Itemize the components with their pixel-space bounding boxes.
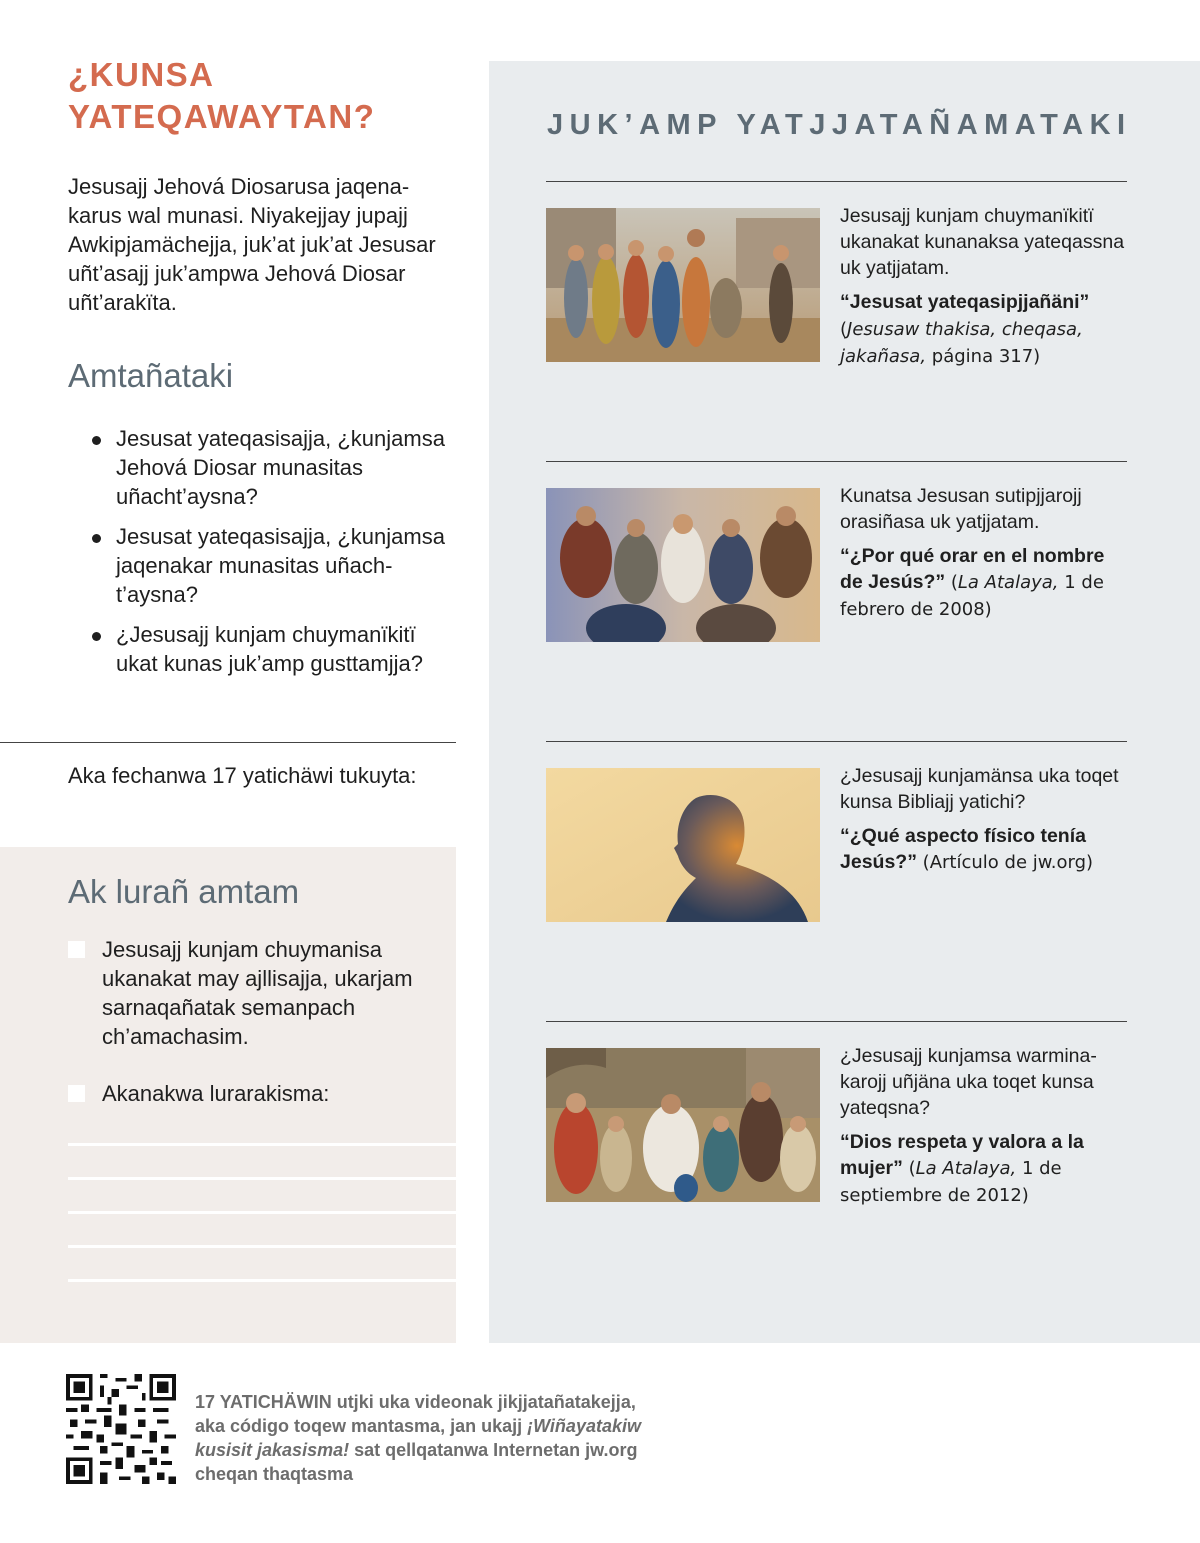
divider <box>0 742 456 743</box>
further-study-title: JUK’AMP YATJJATAÑAMATAKI <box>547 109 1132 141</box>
resource-image-jesus-women[interactable] <box>546 1048 820 1202</box>
summary-title: ¿KUNSA YATEQAWAYTAN? <box>68 56 376 135</box>
resource-image-jesus-disciples[interactable] <box>546 208 820 362</box>
goal-checkbox[interactable] <box>68 1085 85 1102</box>
resource-info <box>840 763 1130 876</box>
goal-checkbox[interactable] <box>68 941 85 958</box>
divider <box>546 181 1127 182</box>
goal-item: Akanakwa lurarakisma: <box>68 1079 428 1108</box>
further-study-panel <box>489 61 1200 1343</box>
resource-info <box>840 203 1130 370</box>
divider <box>546 1021 1127 1022</box>
bullet-icon <box>92 436 101 445</box>
footer-instructions: 17 YATICHÄWIN utjki uka videonak jikjjatañatakejja, aka código toqew mantasma, jan ukajj ¡Wiñayatakiw kusisit jakasisma! sat qellqatanwa Internetan jw.org cheqan thaqtasma <box>195 1392 641 1484</box>
resource-item[interactable] <box>546 741 1127 941</box>
divider <box>546 741 1127 742</box>
write-in-line[interactable] <box>68 1211 456 1214</box>
write-in-line[interactable] <box>68 1245 456 1248</box>
completion-date-label: Aka fechanwa 17 yatichäwi tukuyta: <box>68 763 417 788</box>
review-question-list <box>88 424 458 689</box>
resource-reference[interactable]: “Dios respeta y valora a la mujer” (La Atalaya, 1 de septiembre de 2012) <box>840 1131 1084 1206</box>
goal-item: Jesusajj kunjam chuymanisa ukanakat may ajllisajja, ukarjam sarnaqañatak semanpach ch’amachasim. <box>68 935 428 1051</box>
resource-item[interactable] <box>546 181 1127 381</box>
resource-item[interactable] <box>546 1021 1127 1221</box>
resource-reference[interactable]: “¿Qué aspecto físico tenía Jesús?” (Artículo de jw.org) <box>840 825 1094 873</box>
review-question: Jesusat yateqasisajja, ¿kunjamsa jaqenakar munasitas uñacht’aysna? <box>88 522 458 609</box>
write-in-line[interactable] <box>68 1177 456 1180</box>
bullet-icon <box>92 534 101 543</box>
bullet-icon <box>92 632 101 641</box>
review-question: ¿Jesusajj kunjam chuymanïkitï ukat kunas juk’amp gusttamjja? <box>88 620 458 678</box>
resource-info <box>840 483 1130 623</box>
resource-reference[interactable]: “Jesusat yateqasipjjañäni” (Jesusaw thakisa, cheqasa, jakañasa, página 317) <box>840 291 1090 367</box>
summary-text: Jesusajj Jehová Diosarusa jaqenakarus wal munasi. Niyakejjay jupajj Awkipjamächejja, juk’at juk’at Jesusar uñt’asajj juk’ampwa Jehová Diosar uñt’arakïta. <box>68 174 436 315</box>
review-question: Jesusat yateqasisajja, ¿kunjamsa Jehová Diosar munasitas uñacht’aysna? <box>88 424 458 511</box>
resource-item[interactable] <box>546 461 1127 661</box>
goal-box <box>0 847 456 1343</box>
divider <box>546 461 1127 462</box>
resource-description: Jesusajj kunjam chuymanïkitï ukanakat kunanaksa yateqassna uk yatjjatam. <box>840 205 1125 279</box>
resource-description: ¿Jesusajj kunjamsa warminakarojj uñjäna uka toqet kunsa yateqsna? <box>840 1045 1097 1119</box>
resource-description: Kunatsa Jesusan sutipjjarojj orasiñasa uk yatjjatam. <box>840 485 1082 533</box>
write-in-line[interactable] <box>68 1143 456 1146</box>
resource-image-jesus-silhouette[interactable] <box>546 768 820 922</box>
resource-info <box>840 1043 1130 1209</box>
resource-description: ¿Jesusajj kunjamänsa uka toqet kunsa Bibliajj yatichi? <box>840 765 1119 813</box>
write-in-line[interactable] <box>68 1279 456 1282</box>
qr-code-icon[interactable] <box>66 1374 176 1484</box>
resource-reference[interactable]: “¿Por qué orar en el nombre de Jesús?” (La Atalaya, 1 de febrero de 2008) <box>840 545 1105 620</box>
resource-image-jesus-teaching[interactable] <box>546 488 820 642</box>
goal-title: Ak lurañ amtam <box>68 873 300 910</box>
review-title: Amtañataki <box>68 357 234 394</box>
